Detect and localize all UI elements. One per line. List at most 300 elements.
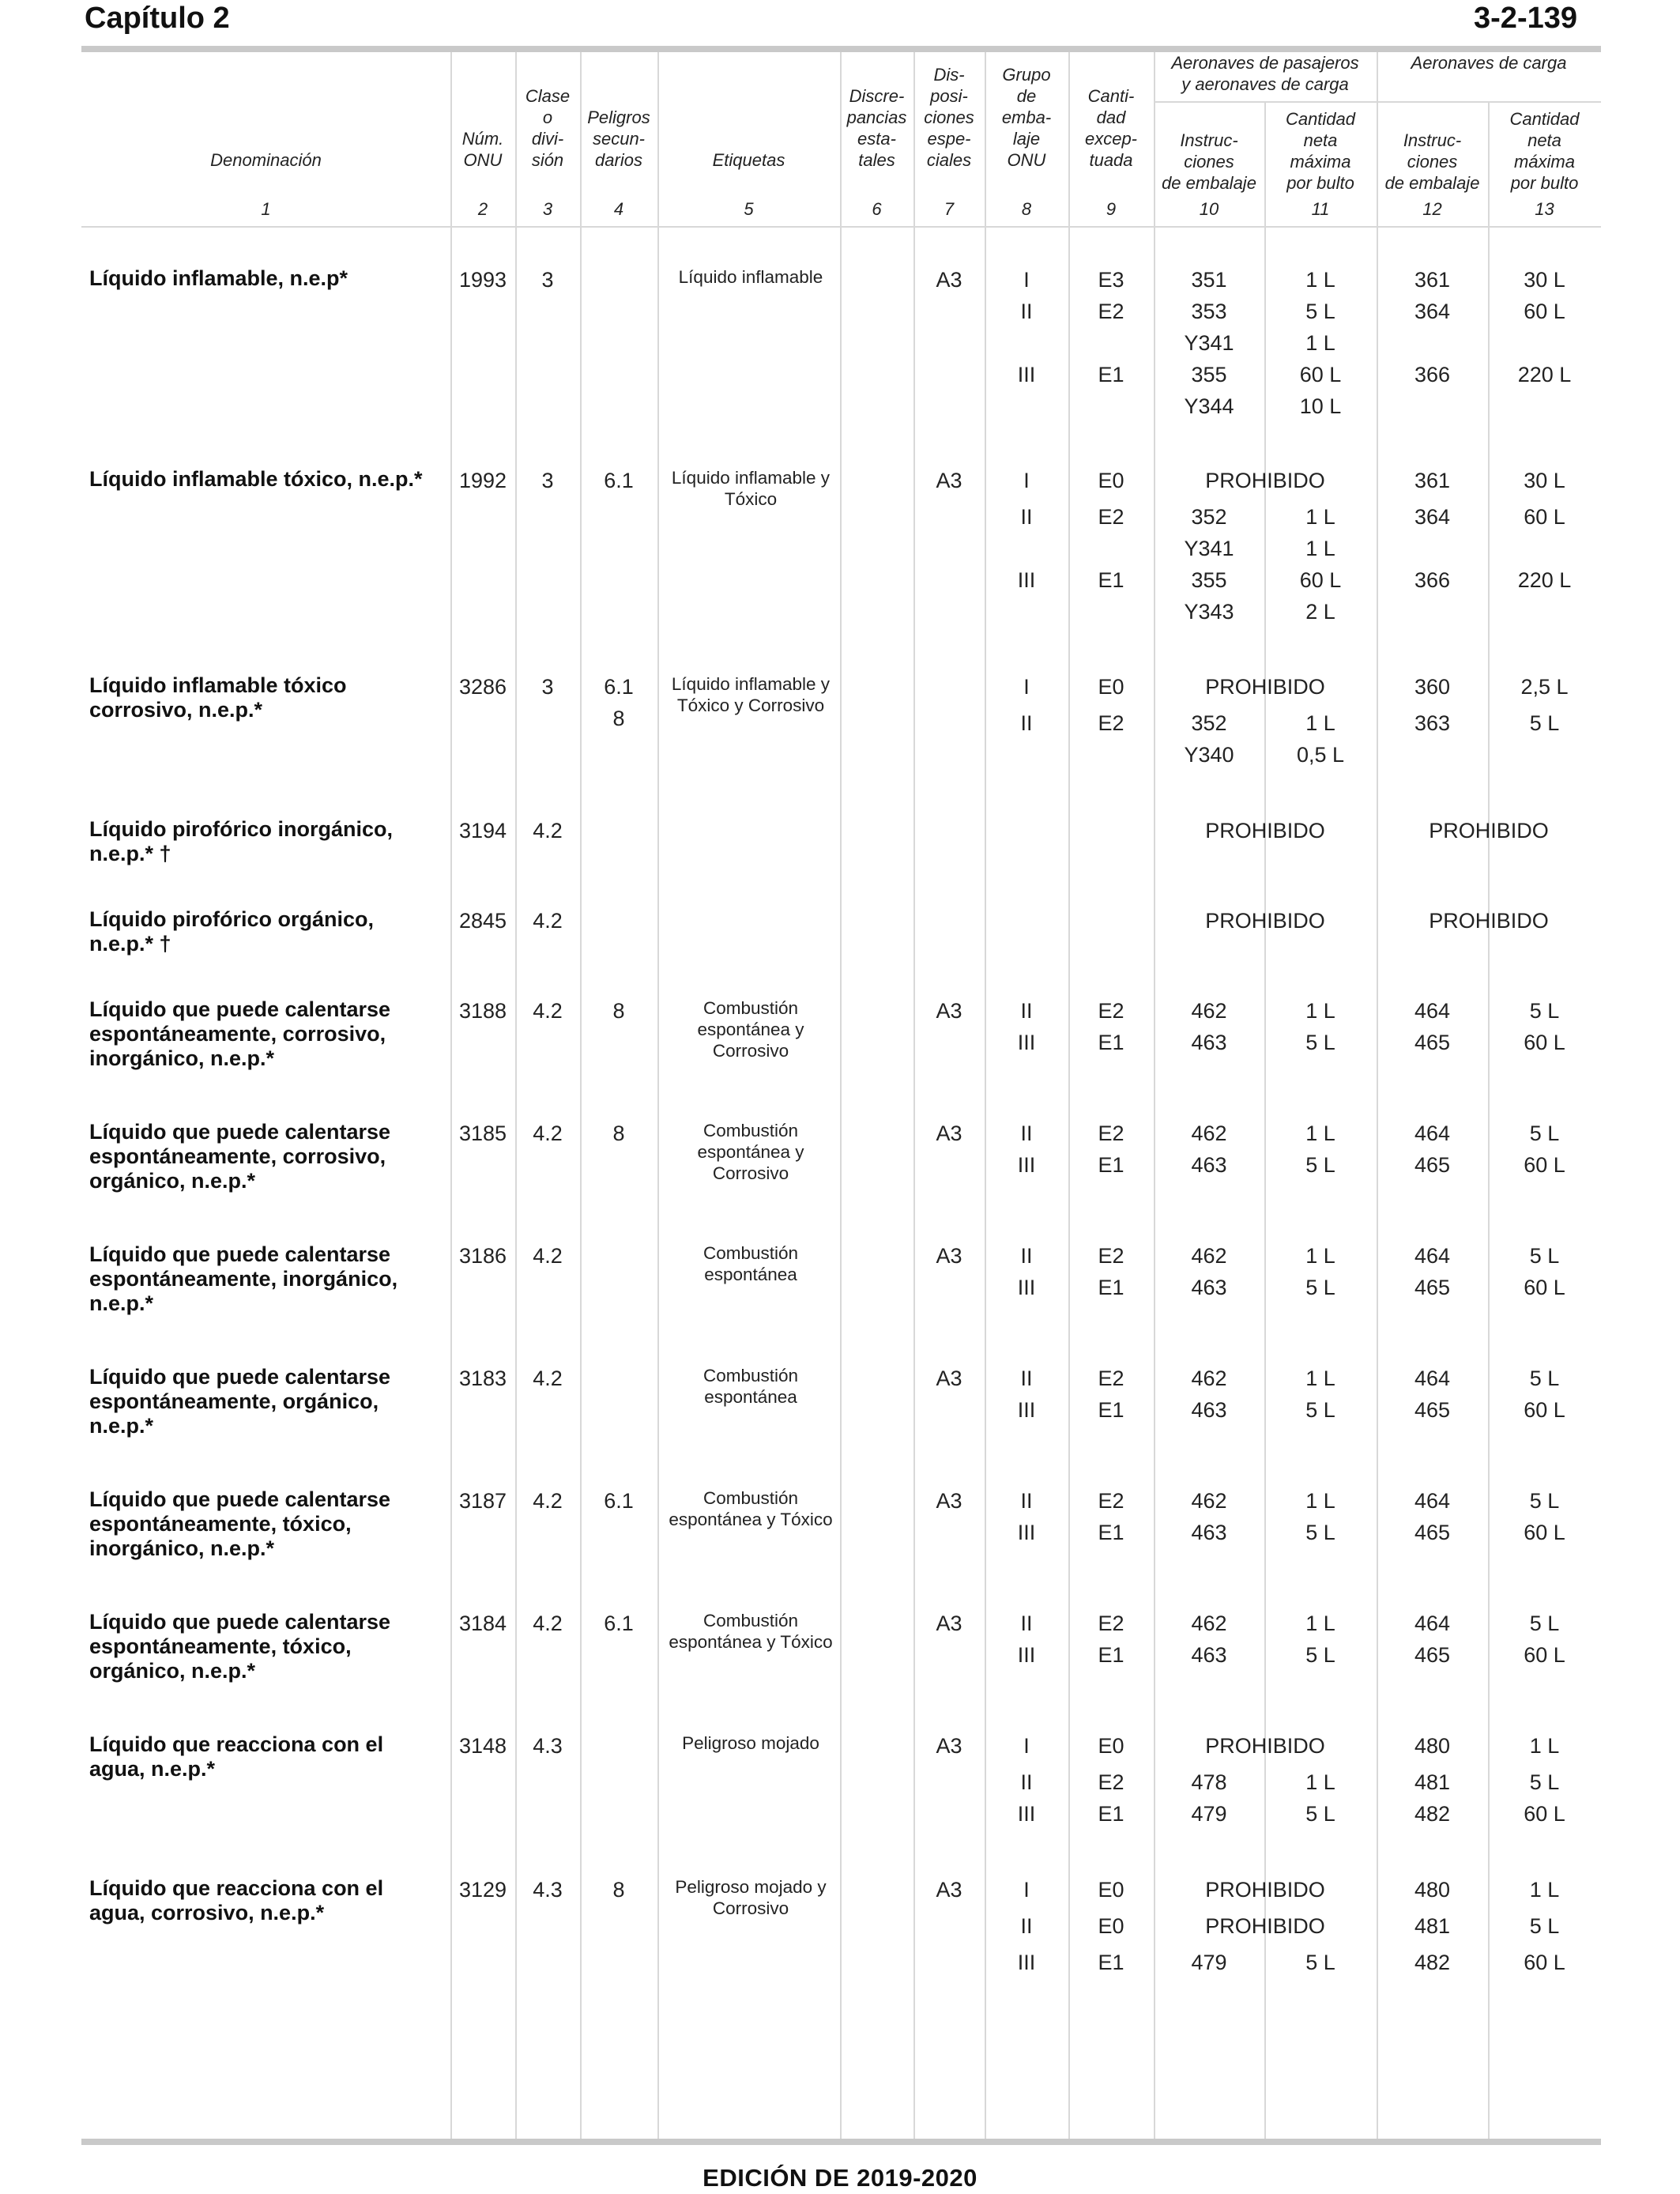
header-line: Canti-	[1087, 86, 1135, 106]
top-rule	[81, 46, 1601, 52]
passenger-packing-instruction: 462	[1191, 1612, 1227, 1635]
header-line: o	[542, 107, 553, 127]
column-number: 6	[872, 199, 882, 219]
hazard-class: 4.2	[533, 909, 563, 933]
passenger-packing-instruction: 479	[1191, 1951, 1227, 1974]
hazard-label	[660, 1242, 842, 1285]
un-number: 3129	[458, 1878, 507, 1902]
header-line: Cantidad	[1509, 109, 1580, 129]
substance-name-line: espontáneamente, orgánico,	[89, 1389, 379, 1413]
excepted-quantity: E1	[1098, 1031, 1124, 1054]
packing-group: II	[1020, 1244, 1033, 1268]
hazard-class: 4.2	[533, 819, 563, 843]
hazard-label-line: Corrosivo	[712, 1163, 789, 1183]
passenger-packing-instruction: 463	[1191, 1153, 1227, 1177]
passenger-max-net-quantity: 5 L	[1305, 1951, 1335, 1974]
header-line: ciones	[1184, 152, 1234, 172]
excepted-quantity: E0	[1098, 1914, 1124, 1938]
packing-group: II	[1020, 999, 1033, 1023]
header-line: y aeronaves de carga	[1181, 74, 1349, 94]
passenger-packing-instruction: 462	[1191, 1489, 1227, 1513]
packing-group: III	[1017, 1643, 1036, 1667]
column-header-3	[515, 85, 580, 171]
substance-name-line: agua, n.e.p.*	[89, 1757, 216, 1781]
passenger-max-net-quantity: 10 L	[1299, 394, 1342, 418]
excepted-quantity: E3	[1098, 268, 1124, 292]
hazard-label	[660, 1365, 842, 1408]
passenger-forbidden: PROHIBIDO	[1205, 909, 1325, 933]
passenger-max-net-quantity: 1 L	[1305, 537, 1335, 560]
hazard-label-line: Tóxico y Corrosivo	[676, 696, 825, 715]
column-number: 2	[477, 199, 488, 219]
substance-name	[89, 997, 437, 1071]
un-number: 3184	[458, 1612, 507, 1635]
passenger-packing-instruction: 478	[1191, 1770, 1227, 1794]
hazard-class: 4.2	[533, 1489, 563, 1513]
header-line: espe-	[927, 129, 971, 149]
passenger-max-net-quantity: 2 L	[1305, 600, 1335, 624]
column-header-2	[450, 128, 515, 171]
passenger-max-net-quantity: 1 L	[1305, 1489, 1335, 1513]
packing-group: II	[1020, 1612, 1033, 1635]
excepted-quantity: E2	[1098, 999, 1124, 1023]
hazard-label	[660, 1610, 842, 1653]
header-line: emba-	[1001, 107, 1052, 127]
cargo-max-net-quantity: 60 L	[1524, 1276, 1565, 1299]
cargo-packing-instruction: 465	[1414, 1521, 1451, 1544]
cargo-packing-instruction: 364	[1414, 300, 1451, 323]
passenger-packing-instruction: 463	[1191, 1398, 1227, 1422]
cargo-max-net-quantity: 30 L	[1524, 469, 1565, 492]
hazard-label-line: espontánea	[704, 1265, 797, 1284]
hazard-label-line: Combustión	[703, 998, 799, 1018]
excepted-quantity: E1	[1098, 1643, 1124, 1667]
cargo-max-net-quantity: 5 L	[1529, 1489, 1560, 1513]
packing-group: III	[1017, 1031, 1036, 1054]
header-line: de	[1016, 86, 1037, 106]
column-divider	[515, 52, 517, 2139]
hazard-label	[660, 1732, 842, 1754]
packing-group: II	[1020, 711, 1033, 735]
passenger-max-net-quantity: 5 L	[1305, 1153, 1335, 1177]
cargo-packing-instruction: 481	[1414, 1914, 1451, 1938]
column-number: 4	[613, 199, 624, 219]
hazard-label	[660, 1876, 842, 1919]
cargo-packing-instruction: 366	[1414, 363, 1451, 386]
substance-name-line: Líquido inflamable, n.e.p*	[89, 266, 348, 290]
column-header-9	[1068, 85, 1154, 171]
special-provision: A3	[936, 469, 962, 492]
column-divider	[657, 52, 659, 2139]
cargo-packing-instruction: 464	[1414, 1489, 1451, 1513]
substance-name-line: Líquido inflamable tóxico, n.e.p.*	[89, 467, 423, 491]
cargo-max-net-quantity: 60 L	[1524, 505, 1565, 529]
packing-group: III	[1017, 1153, 1036, 1177]
packing-group: I	[1023, 1734, 1030, 1758]
passenger-max-net-quantity: 1 L	[1305, 1122, 1335, 1145]
cargo-packing-instruction: 480	[1414, 1878, 1451, 1902]
excepted-quantity: E1	[1098, 1521, 1124, 1544]
packing-group: I	[1023, 675, 1030, 699]
hazard-label-line: Combustión	[703, 1243, 799, 1263]
cargo-max-net-quantity: 60 L	[1524, 300, 1565, 323]
packing-group: III	[1017, 1521, 1036, 1544]
passenger-packing-instruction: 462	[1191, 1244, 1227, 1268]
header-line: Grupo	[1002, 65, 1051, 85]
cargo-max-net-quantity: 5 L	[1529, 1244, 1560, 1268]
column-header-6	[840, 85, 913, 171]
chapter-title: Capítulo 2	[85, 2, 230, 35]
cargo-packing-instruction: 361	[1414, 469, 1451, 492]
un-number: 3185	[458, 1122, 507, 1145]
un-number: 3183	[458, 1367, 507, 1390]
hazard-class: 4.2	[533, 1367, 563, 1390]
special-provision: A3	[936, 999, 962, 1023]
passenger-max-net-quantity: 5 L	[1305, 1276, 1335, 1299]
edition-footer: EDICIÓN DE 2019-2020	[703, 2164, 977, 2192]
hazard-label	[660, 1487, 842, 1530]
passenger-max-net-quantity: 1 L	[1305, 999, 1335, 1023]
packing-group: II	[1020, 1770, 1033, 1794]
header-line: ONU	[1007, 150, 1046, 170]
cargo-packing-instruction: 465	[1414, 1398, 1451, 1422]
header-line: de embalaje	[1384, 173, 1480, 193]
passenger-max-net-quantity: 60 L	[1299, 363, 1342, 386]
substance-name-line: n.e.p.*	[89, 1414, 154, 1438]
passenger-max-net-quantity: 5 L	[1305, 1031, 1335, 1054]
hazard-label-line: Líquido inflamable y	[671, 674, 831, 694]
cargo-max-net-quantity: 60 L	[1524, 1031, 1565, 1054]
column-header-7	[913, 64, 985, 171]
hazard-class: 3	[541, 469, 554, 492]
cargo-packing-instruction: 464	[1414, 999, 1451, 1023]
passenger-packing-instruction: 353	[1191, 300, 1227, 323]
substance-name-line: Líquido que puede calentarse	[89, 1120, 391, 1144]
passenger-packing-instruction: 355	[1191, 363, 1227, 386]
substance-name-line: n.e.p.* †	[89, 842, 171, 865]
passenger-forbidden: PROHIBIDO	[1205, 1878, 1325, 1902]
hazard-label-line: espontánea y Tóxico	[669, 1632, 833, 1652]
cargo-max-net-quantity: 5 L	[1529, 999, 1560, 1023]
subsidiary-risk: 6.1	[604, 469, 634, 492]
substance-name-line: Líquido que reacciona con el	[89, 1876, 384, 1900]
passenger-max-net-quantity: 0,5 L	[1296, 743, 1345, 767]
subsidiary-risk: 8	[612, 999, 625, 1023]
cargo-max-net-quantity: 30 L	[1524, 268, 1565, 292]
header-line: pancias	[846, 107, 907, 127]
substance-name-line: orgánico, n.e.p.*	[89, 1169, 256, 1193]
column-header-1	[81, 149, 450, 171]
passenger-packing-instruction: 352	[1191, 505, 1227, 529]
packing-group: III	[1017, 363, 1036, 386]
header-line: divi-	[531, 129, 564, 149]
un-number: 3148	[458, 1734, 507, 1758]
substance-name-line: Líquido que puede calentarse	[89, 1487, 391, 1511]
header-line: sión	[531, 150, 564, 170]
passenger-packing-instruction: 351	[1191, 268, 1227, 292]
passenger-forbidden: PROHIBIDO	[1205, 1734, 1325, 1758]
cargo-packing-instruction: 360	[1414, 675, 1451, 699]
substance-name	[89, 673, 437, 722]
cargo-packing-instruction: 480	[1414, 1734, 1451, 1758]
packing-group: I	[1023, 469, 1030, 492]
header-line: máxima	[1290, 152, 1351, 172]
column-divider	[580, 52, 582, 2139]
header-line: Aeronaves de pasajeros	[1171, 53, 1359, 73]
substance-name	[89, 1732, 437, 1781]
substance-name-line: inorgánico, n.e.p.*	[89, 1536, 275, 1560]
hazard-label	[660, 467, 842, 510]
subsidiary-risk: 6.1	[604, 1489, 634, 1513]
excepted-quantity: E2	[1098, 1122, 1124, 1145]
cargo-packing-instruction: 482	[1414, 1802, 1451, 1826]
bottom-rule	[81, 2139, 1601, 2145]
column-divider	[840, 52, 842, 2139]
passenger-max-net-quantity: 1 L	[1305, 268, 1335, 292]
un-number: 1993	[458, 268, 507, 292]
passenger-max-net-quantity: 1 L	[1305, 1770, 1335, 1794]
column-header-4	[580, 107, 657, 171]
excepted-quantity: E1	[1098, 1802, 1124, 1826]
cargo-packing-instruction: 364	[1414, 505, 1451, 529]
header-line: Instruc-	[1403, 130, 1462, 150]
substance-name-line: Líquido inflamable tóxico	[89, 673, 347, 697]
cargo-max-net-quantity: 5 L	[1529, 1367, 1560, 1390]
header-line: Dis-	[933, 65, 965, 85]
substance-name-line: n.e.p.*	[89, 1291, 154, 1315]
header-line: por bulto	[1510, 173, 1579, 193]
substance-name	[89, 266, 437, 291]
passenger-packing-instruction: 462	[1191, 1367, 1227, 1390]
hazard-class: 4.2	[533, 999, 563, 1023]
column-header-10	[1154, 130, 1264, 194]
cargo-max-net-quantity: 60 L	[1524, 1802, 1565, 1826]
special-provision: A3	[936, 1878, 962, 1902]
header-line: ONU	[463, 150, 503, 170]
hazard-label	[660, 266, 842, 288]
header-group-passenger	[1154, 52, 1377, 95]
cargo-packing-instruction: 465	[1414, 1153, 1451, 1177]
hazard-class: 3	[541, 268, 554, 292]
column-header-12	[1377, 130, 1488, 194]
column-number: 9	[1106, 199, 1117, 219]
substance-name	[89, 1487, 437, 1561]
special-provision: A3	[936, 268, 962, 292]
hazard-label-line: Líquido inflamable y	[671, 468, 831, 488]
substance-name	[89, 467, 437, 492]
substance-name-line: orgánico, n.e.p.*	[89, 1659, 256, 1683]
substance-name-line: espontáneamente, corrosivo,	[89, 1022, 386, 1046]
excepted-quantity: E0	[1098, 469, 1124, 492]
packing-group: III	[1017, 1398, 1036, 1422]
cargo-packing-instruction: 366	[1414, 568, 1451, 592]
cargo-max-net-quantity: 2,5 L	[1520, 675, 1569, 699]
passenger-max-net-quantity: 5 L	[1305, 1521, 1335, 1544]
cargo-packing-instruction: 465	[1414, 1276, 1451, 1299]
substance-name	[89, 907, 437, 956]
cargo-forbidden: PROHIBIDO	[1429, 909, 1549, 933]
header-line: neta	[1303, 130, 1338, 150]
excepted-quantity: E1	[1098, 1398, 1124, 1422]
special-provision: A3	[936, 1122, 962, 1145]
passenger-max-net-quantity: 5 L	[1305, 1398, 1335, 1422]
cargo-max-net-quantity: 220 L	[1517, 568, 1572, 592]
column-header-13	[1488, 108, 1601, 194]
subsidiary-risk: 6.1	[604, 1612, 634, 1635]
cargo-packing-instruction: 464	[1414, 1612, 1451, 1635]
header-line: neta	[1527, 130, 1561, 150]
column-header-11	[1264, 108, 1377, 194]
column-number: 1	[261, 199, 271, 219]
substance-name	[89, 1120, 437, 1193]
column-number: 12	[1422, 199, 1442, 219]
substance-name-line: agua, corrosivo, n.e.p.*	[89, 1901, 325, 1924]
substance-name-line: espontáneamente, inorgánico,	[89, 1267, 398, 1291]
passenger-max-net-quantity: 60 L	[1299, 568, 1342, 592]
subsidiary-risk: 6.1	[604, 675, 634, 699]
hazard-label	[660, 1120, 842, 1184]
header-line: por bulto	[1286, 173, 1354, 193]
column-number: 3	[542, 199, 553, 219]
passenger-forbidden: PROHIBIDO	[1205, 675, 1325, 699]
hazard-label-line: espontánea	[704, 1387, 797, 1407]
header-line: ciones	[924, 107, 974, 127]
page-number: 3-2-139	[1474, 2, 1577, 35]
cargo-packing-instruction: 464	[1414, 1122, 1451, 1145]
cargo-max-net-quantity: 5 L	[1529, 1770, 1560, 1794]
excepted-quantity: E0	[1098, 675, 1124, 699]
un-number: 3186	[458, 1244, 507, 1268]
cargo-packing-instruction: 465	[1414, 1031, 1451, 1054]
packing-group: II	[1020, 1489, 1033, 1513]
packing-group: III	[1017, 1276, 1036, 1299]
passenger-packing-instruction: Y343	[1184, 600, 1234, 624]
header-line: darios	[595, 150, 642, 170]
substance-name	[89, 1610, 437, 1683]
column-number: 8	[1021, 199, 1032, 219]
column-number: 10	[1199, 199, 1219, 219]
cargo-max-net-quantity: 60 L	[1524, 1398, 1565, 1422]
hazard-label-line: Combustión	[703, 1611, 799, 1630]
header-line: ciales	[926, 150, 972, 170]
excepted-quantity: E2	[1098, 1770, 1124, 1794]
header-line: posi-	[930, 86, 968, 106]
un-number: 3187	[458, 1489, 507, 1513]
passenger-packing-instruction: 355	[1191, 568, 1227, 592]
substance-name-line: espontáneamente, corrosivo,	[89, 1144, 386, 1168]
passenger-forbidden: PROHIBIDO	[1205, 1914, 1325, 1938]
substance-name-line: Líquido pirofórico inorgánico,	[89, 817, 393, 841]
excepted-quantity: E1	[1098, 568, 1124, 592]
passenger-packing-instruction: 462	[1191, 1122, 1227, 1145]
excepted-quantity: E0	[1098, 1734, 1124, 1758]
cargo-max-net-quantity: 60 L	[1524, 1643, 1565, 1667]
header-line: tales	[858, 150, 895, 170]
passenger-packing-instruction: Y340	[1184, 743, 1234, 767]
un-number: 2845	[458, 909, 507, 933]
cargo-max-net-quantity: 60 L	[1524, 1153, 1565, 1177]
packing-group: II	[1020, 1122, 1033, 1145]
packing-group: II	[1020, 1914, 1033, 1938]
passenger-max-net-quantity: 5 L	[1305, 1802, 1335, 1826]
hazard-class: 4.3	[533, 1878, 563, 1902]
excepted-quantity: E2	[1098, 505, 1124, 529]
excepted-quantity: E1	[1098, 1276, 1124, 1299]
header-line: laje	[1012, 129, 1041, 149]
special-provision: A3	[936, 1612, 962, 1635]
passenger-packing-instruction: 462	[1191, 999, 1227, 1023]
hazard-label-line: espontánea y	[697, 1020, 804, 1039]
cargo-packing-instruction: 464	[1414, 1367, 1451, 1390]
cargo-packing-instruction: 361	[1414, 268, 1451, 292]
excepted-quantity: E1	[1098, 1951, 1124, 1974]
cargo-max-net-quantity: 60 L	[1524, 1521, 1565, 1544]
passenger-max-net-quantity: 1 L	[1305, 1244, 1335, 1268]
cargo-max-net-quantity: 5 L	[1529, 1612, 1560, 1635]
header-line: Clase	[525, 86, 571, 106]
header-line: excep-	[1084, 129, 1138, 149]
substance-name-line: Líquido pirofórico orgánico,	[89, 907, 374, 931]
header-line: Instruc-	[1180, 130, 1238, 150]
header-line: máxima	[1513, 152, 1575, 172]
cargo-packing-instruction: 481	[1414, 1770, 1451, 1794]
cargo-packing-instruction: 464	[1414, 1244, 1451, 1268]
header-line: Denominación	[210, 150, 322, 170]
column-header-8	[985, 64, 1068, 171]
passenger-max-net-quantity: 1 L	[1305, 1612, 1335, 1635]
substance-name-line: Líquido que puede calentarse	[89, 1610, 391, 1634]
header-line: secun-	[592, 129, 646, 149]
cargo-max-net-quantity: 1 L	[1529, 1734, 1560, 1758]
packing-group: II	[1020, 1367, 1033, 1390]
hazard-label-line: espontánea y Tóxico	[669, 1510, 833, 1529]
substance-name-line: espontáneamente, tóxico,	[89, 1634, 352, 1658]
passenger-forbidden: PROHIBIDO	[1205, 469, 1325, 492]
packing-group: I	[1023, 1878, 1030, 1902]
excepted-quantity: E2	[1098, 1367, 1124, 1390]
cargo-packing-instruction: 482	[1414, 1951, 1451, 1974]
excepted-quantity: E2	[1098, 1489, 1124, 1513]
header-line: esta-	[857, 129, 896, 149]
cargo-max-net-quantity: 5 L	[1529, 1122, 1560, 1145]
packing-group: I	[1023, 268, 1030, 292]
hazard-class: 4.2	[533, 1244, 563, 1268]
cargo-max-net-quantity: 60 L	[1524, 1951, 1565, 1974]
column-number: 13	[1535, 199, 1554, 219]
passenger-max-net-quantity: 5 L	[1305, 300, 1335, 323]
cargo-packing-instruction: 363	[1414, 711, 1451, 735]
un-number: 3286	[458, 675, 507, 699]
excepted-quantity: E0	[1098, 1878, 1124, 1902]
passenger-max-net-quantity: 1 L	[1305, 505, 1335, 529]
column-divider	[913, 52, 915, 2139]
substance-name-line: corrosivo, n.e.p.*	[89, 698, 263, 722]
special-provision: A3	[936, 1367, 962, 1390]
hazard-label-line: Combustión	[703, 1488, 799, 1508]
passenger-max-net-quantity: 1 L	[1305, 711, 1335, 735]
header-line: Núm.	[461, 129, 504, 149]
hazard-label-line: Tóxico	[724, 489, 778, 509]
excepted-quantity: E2	[1098, 300, 1124, 323]
excepted-quantity: E1	[1098, 363, 1124, 386]
passenger-forbidden: PROHIBIDO	[1205, 819, 1325, 843]
subsidiary-risk: 8	[612, 707, 625, 730]
passenger-max-net-quantity: 5 L	[1305, 1643, 1335, 1667]
header-group-cargo: Aeronaves de carga	[1411, 53, 1567, 73]
passenger-packing-instruction: 479	[1191, 1802, 1227, 1826]
passenger-packing-instruction: 463	[1191, 1031, 1227, 1054]
hazard-label-line: Líquido inflamable	[678, 267, 823, 287]
